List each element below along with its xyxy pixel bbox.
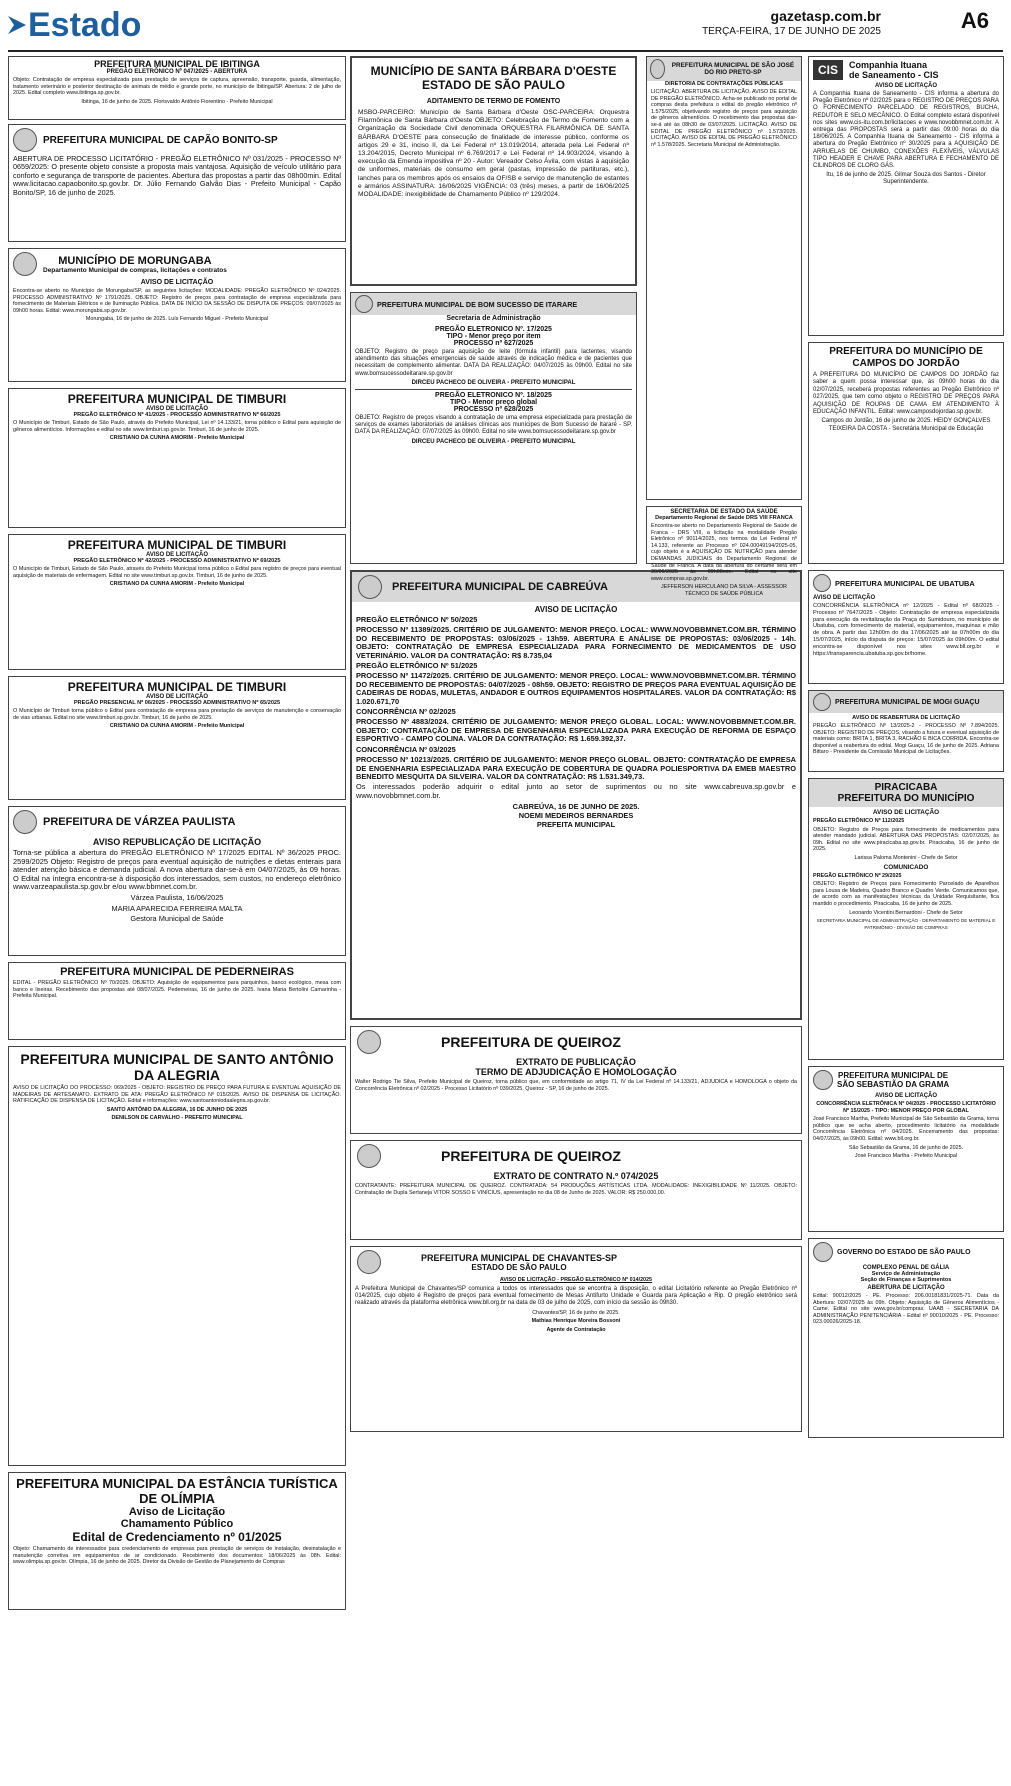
notice-title: PREFEITURA MUNICIPAL DE SANTO ANTÔNIO DA ALEGRIA (20, 1051, 334, 1083)
divider (355, 389, 632, 390)
notice-date: Várzea Paulista, 16/06/2025 (130, 892, 224, 902)
notice-title: PREFEITURA MUNICIPAL DE CAPÃO BONITO-SP (43, 134, 278, 146)
notice-subtitle: ADITAMENTO DE TERMO DE FOMENTO (426, 98, 561, 105)
notice-footer-text: Os interessados poderão adquirir o edital junto ao setor de suprimentos ou no site www.cabreuva.sp.gov.br e www.novobbmnet.com.br. (356, 782, 796, 800)
notice-subtitle: AVISO DE LICITAÇÃO (145, 552, 209, 558)
concorrencia-03-title: CONCORRÊNCIA Nº 03/2025 (356, 744, 456, 754)
notice-body: A PREFEITURA DO MUNICÍPIO DE CAMPOS DO JORDÃO faz saber a quem possa interessar que, às 09h00 horas do dia 02/07/2025, receberá propostas referentes ao Pregão Eletrônico nº 027/2025, que tem como objeto o REGISTRO DE PREÇOS PARA AQUISIÇÃO DE ROUPAS DE CAMA EM ATENDIMENTO À EDUCAÇÃO INFANTIL. Edital: www.camposdojordao.sp.gov.br. (813, 372, 999, 416)
notice-label: AVISO DE REABERTURA DE LICITAÇÃO (852, 715, 960, 721)
notice-title: PREFEITURA MUNICIPAL DE (838, 1071, 949, 1080)
notice-subtitle: AVISO DE LICITAÇÃO (534, 605, 618, 614)
notice-body: AVISO DE LICITAÇÃO DO PROCESSO: 069/2025 - OBJETO: REGISTRO DE PREÇO PARA FUTURA E EVENTUAL AQUISIÇÃO DE MADEIRAS DE ARTESANATO. EXTRATO DE ATA: PREGÃO ELETRÔNICO Nº 015/2025. AVISO DE DISPENSA DE LICITAÇÃO. RATIFICAÇÃO DE DISPENSA DE LICITAÇÃO. Edital e informações: www.santoantoniodaalegria.sp.gov.br. (13, 1085, 341, 1105)
notice-signature: DENILSON DE CARVALHO - PREFEITO MUNICIPAL (111, 1115, 243, 1122)
concorrencia-03-body: PROCESSO Nº 10213/2025. CRITÉRIO DE JULGAMENTO: MENOR PREÇO GLOBAL. OBJETO: CONTRATAÇÃO DE EMPRESA DE ENGENHARIA ESPECIALIZADA PARA EXECUÇÃO DE COBERTURA DE QUADRA POLIESPORTIVA DA EMEB MAESTRO BENEDITO MESQUITA DA SILVEIRA. VALOR DA CONTRATAÇÃO: R$ 1.531.349,73. (356, 755, 796, 781)
notice-cis-itu (808, 56, 1004, 336)
coat-of-arms-icon (650, 59, 665, 79)
notice-subtitle: AVISO DE LICITAÇÃO (145, 694, 209, 700)
notice-timburi-2 (8, 534, 346, 670)
notice-capao-bonito (8, 124, 346, 242)
notice-label: AVISO DE LICITAÇÃO (874, 1093, 938, 1099)
notice-signature-name: Mathias Henrique Moreira Bossoni (531, 1318, 621, 1325)
coat-of-arms-icon (13, 252, 37, 276)
coat-of-arms-icon (357, 1030, 381, 1054)
notice-signature: Ibitinga, 16 de junho de 2025. Florisvaldo Antônio Fiorentino - Prefeito Municipal (81, 98, 273, 105)
notice-body: A Prefeitura Municipal de Chavantes/SP comunica a todos os interessados que se encontra à disposição, o edital Licitatório referente ao Pregão Eletrônico nº 014/2025, cujo objeto é Registro de preços para eventual fornecimento de Mesas Antifurto Unidade e Guarda para Aplicação e Rip. O pregão eletrônico será realizado através da plataforma eletrônica www.bll.org.br na data de 03 de julho de 2025, com início da sessão às 09h30. (355, 1285, 797, 1307)
arrow-icon (6, 14, 28, 36)
notice-body: Encontra-se aberto no Município de Morungaba/SP, as seguintes licitações: MODALIDADE: PREGÃO ELETRÔNICO Nº 024/2025. PROCESSO ADMINISTRATIVO Nº 1791/2025. OBJETO: Registro de preços para contratação de empresa especializada para fornecimento de Materiais Elétricos e de Iluminação Pública. DATA DE INÍCIO DA SESSÃO DE DISPUTA DE PREÇOS: 09/07/2025 às 09h00 horas. Edital: www.morungaba.sp.gov.br. (13, 288, 341, 314)
notice-morungaba (8, 248, 346, 382)
notice-body: Encontra-se aberto no Departamento Regional de Saúde de Franca - DRS VIII, a licitação na modalidade Pregão Eletrônico nº 90114/2025, nos termos da Lei Federal nº 14.133, referente ao Processo nº 024.00049194/2025-05, cujo objeto é a AQUISIÇÃO DE NUTRIÇÃO para atender DEMANDAS JUDICIAIS do Departamento Regional de Saúde de Franca. A data da abertura do certame será em 30/06/2025 às 09h00min. Edital no site www.compras.sp.gov.br. (651, 523, 797, 582)
notice-title-2: ESTADO DE SÃO PAULO (422, 78, 565, 92)
header-divider (8, 50, 1003, 52)
notice-body: MSBO-PARCEIRO: Município de Santa Bárbara d'Oeste OSC-PARCEIRA: Orquestra Filarmônica de Santa Bárbara d'Oeste OBJETO: Celebração de Termo de Fomento com a Organização da Sociedade Civil denominada ORQUESTRA FILARMÔNICA DE SANTA BÁRBARA D'OESTE para consecução de finalidade de interesse público, conforme os artigos 29 e 31, inciso II, da Lei Federal nº 13.019/2014, alterada pela Lei Federal nº 13.204/2015, Decreto Municipal nº 6.769/2017 e Lei Federal nº 14.903/2024, visando à execução da Emenda impositiva nº 20 - Autor: Vereador Celso Ávila, com vistas à aquisição de uniformes, materiais de consumo em geral (pastas, impressão de partituras, etc.), lanches para os membros após os ensaios da OF/SB e serviço de manutenção de estantes e armários ASSINATURA: 16/06/2025 VIGÊNCIA: 03 (três) meses, a partir de 16/06/2025 MODALIDADE: inexigibilidade de Chamamento Público nº 129/2024. (358, 109, 629, 199)
pregao-18-process: PROCESSO nº 628/2025 (453, 406, 534, 414)
notice-title: PREFEITURA MUNICIPAL DE SÃO JOSÉ DO RIO PRETO-SP (671, 62, 795, 76)
notice-body: A Companhia Ituana de Saneamento - CIS informa a abertura do Pregão Eletrônico nº 02/2025 para o REGISTRO DE PREÇOS PARA O FORNECIMENTO PARCELADO DE REGISTROS, BUCHA, REDUTOR E SELO MECÂNICO. O Edital completo estará disponível nos sites www.cis-itu.com.br/licitacoes e www.novobbmnet.com.br. A entrega das PROPOSTAS será a partir das 09:00 horas do dia 18/06/2025. A Companhia Ituana de Saneamento - CIS informa a abertura do Pregão Eletrônico nº 30/2025 para a AQUISIÇÃO DE ARRUELAS DE CHUMBO, CONEXÕES FLEXÍVEIS, VÁLVULAS TIPO HEADER E CHAVE PARA ABERTURA E FECHAMENTO DE CILINDROS DE CLORO GÁS. (813, 91, 999, 170)
pregao-17-signature: DIRCEU PACHECO DE OLIVEIRA - PREFEITO MUNICIPAL (411, 379, 576, 386)
cis-logo: CIS (813, 60, 843, 80)
notice-body: ABERTURA DE PROCESSO LICITATÓRIO - PREGÃO ELETRÔNICO Nº 031/2025 - PROCESSO Nº 0659/2025: O presente objeto consiste a proposta mais vantajosa. Aquisição de veículo utilitário para conforto e segurança de transporte de pacientes. Abertura das propostas a partir das 08h00min. Edital www.licitacao.capaobonito.sp.gov.br. Dr. Júlio Fernando Galvão Dias - Prefeito Municipal - Capão Bonito/SP, 16 de junho de 2025. (13, 154, 341, 197)
notice-title: PREFEITURA MUNICIPAL DE TIMBURI (67, 538, 287, 552)
page-number: A6 (960, 8, 989, 33)
pregao-29-title: PREGÃO ELETRÔNICO Nº 29/2025 (813, 872, 902, 879)
notice-subtitle-3: Edital de Credenciamento nº 01/2025 (72, 1530, 282, 1544)
pregao-112-signature: Larissa Paloma Montenini - Chefe de Setor (854, 854, 958, 861)
notice-title: Companhia Ituana (849, 60, 928, 70)
notice-title: MUNICÍPIO DE SANTA BÁRBARA D'OESTE (370, 64, 617, 78)
notice-title: MUNICÍPIO DE MORUNGABA (58, 254, 212, 267)
notice-title: PREFEITURA MUNICIPAL DE UBATUBA (835, 578, 975, 588)
notice-timburi-3 (8, 676, 346, 800)
notice-body: PREGÃO ELETRÔNICO Nº 13/2025-2 - PROCESSO Nº 7.894/2025. OBJETO: REGISTRO DE PREÇOS, visando a futura e eventual aquisição de materiais como: BRITA 1, BRITA 3, RACHÃO E BICA CORRIDA. Encontra-se disponível a reabertura do edital. Mogi Guaçu, 16 de junho de 2025. Adriana Bittaro - Presidente da Comissão Municipal de Licitações. (813, 723, 999, 756)
notice-subtitle-3: Seção de Finanças e Suprimentos (860, 1277, 952, 1283)
notice-title-2: de Saneamento - CIS (849, 70, 939, 80)
notice-signature: CRISTIANO DA CUNHA AMORIM - Prefeito Municipal (109, 435, 245, 442)
notice-subtitle-2: Serviço de Administração (871, 1271, 941, 1277)
notice-body: O Município de Timburi torna público o Edital para contratação de empresa para prestação de serviços de manutenção e conservação de vias urbanas. Edital no site www.timburi.sp.gov.br. Timburi, 16 de junho de 2025. (13, 708, 341, 721)
notice-ref: CONCORRÊNCIA ELETRÔNICA Nº 04/2025 - PROCESSO LICITATÓRIO Nº 15/2025 - TIPO: MENOR PREÇO POR GLOBAL (816, 1101, 996, 1114)
notice-signature-date: São Sebastião da Grama, 16 de junho de 2025. (848, 1144, 964, 1151)
notice-ibitinga (8, 56, 346, 120)
notice-body: Edital: 90012/2025 - PE. Processo: 206.00181831/2025-71. Data da Abertura: 02/07/2025 às 09h. Objeto: Aquisição de Gêneros Alimentícios - Carne. Edital no site www.gov.br/compras. UAAB - SECRETARIA DA ADMINISTRAÇÃO PENITENCIÁRIA - Edital nº 90010/2025 - PE. Processo: 023.00026/2025-18. (813, 1293, 999, 1326)
notice-subtitle: DIRETORIA DE CONTRATAÇÕES PÚBLICAS (665, 81, 783, 87)
notice-signature: Itu, 16 de junho de 2025. Gilmar Souza dos Santos - Diretor Superintendente. (826, 172, 986, 186)
notice-subtitle: EXTRATO DE CONTRATO N.º 074/2025 (493, 1171, 659, 1181)
section-title: Estado (28, 6, 142, 44)
notice-subtitle: Departamento Regional de Saúde DRS VIII FRANCA (655, 515, 793, 521)
issue-date: TERÇA-FEIRA, 17 DE JUNHO DE 2025 (702, 26, 881, 37)
notice-footer: SECRETARIA MUNICIPAL DE ADMINISTRAÇÃO - DEPARTAMENTO DE MATERIAL E PATRIMÔNIO - DIVISÃO DE COMPRAS (816, 918, 996, 930)
notice-cabreuva (350, 570, 802, 1020)
notice-title: SECRETARIA DE ESTADO DA SAÚDE (670, 509, 778, 515)
coat-of-arms-icon (813, 1242, 833, 1262)
pregao-18-type: TIPO - Menor preço global (449, 399, 538, 407)
concorrencia-02-body: PROCESSO Nº 4883/2024. CRITÉRIO DE JULGAMENTO: MENOR PREÇO GLOBAL. LOCAL: WWW.NOVOBBMNET.COM.BR. OBJETO: CONTRATAÇÃO DE EMPRESA DE ENGENHARIA ESPECIALIZADA PARA EXECUÇÃO DE REFORMA DE ESPAÇO ESPORTIVO - CAMPO COLINA. VALOR DA CONTRATAÇÃO: R$ 1.659.392,37. (356, 717, 796, 744)
coat-of-arms-icon (357, 1250, 381, 1274)
notice-santo-antonio-da-alegria (8, 1046, 346, 1466)
notice-ubatuba-content (808, 570, 1004, 684)
notice-subtitle: Secretaria de Administração (446, 315, 541, 322)
pregao-18-title: PREGÃO ELETRONICO Nº. 18/2025 (435, 392, 552, 400)
notice-subtitle-2: Chamamento Público (120, 1518, 234, 1530)
notice-queiroz-1 (350, 1026, 802, 1134)
notice-signature-role: Gestora Municipal de Saúde (130, 914, 224, 924)
concorrencia-02-title: CONCORRÊNCIA Nº 02/2025 (356, 707, 456, 717)
pregao-17-process: PROCESSO nº 627/2025 (453, 340, 534, 347)
notice-subtitle: ESTADO DE SÃO PAULO (471, 1262, 567, 1272)
notice-title: PREFEITURA DE QUEIROZ (441, 1034, 621, 1050)
notice-ref: PREGÃO ELETRÔNICO Nº 41/2025 - PROCESSO ADMINISTRATIVO Nº 66/2025 (73, 412, 281, 418)
notice-signature-date: CABREÚVA, 16 DE JUNHO DE 2025. (512, 802, 640, 812)
notice-title-2: SÃO SEBASTIÃO DA GRAMA (837, 1080, 950, 1089)
notice-title: PREFEITURA MUNICIPAL DE TIMBURI (67, 680, 287, 694)
notice-subtitle: Departamento Municipal de compras, licitações e contratos (43, 266, 227, 274)
pregao-18-body: OBJETO: Registro de preços visando a contratação de uma empresa especializada para prestação de serviços de exames laboratoriais de análises clínicas aos munícipes de Bom Sucesso de Itararé - SP. DATA DA REALIZAÇÃO: 07/07/2025 às 09h00. Edital no site www.bomsucessodeitarare.sp.gov.br (355, 415, 632, 436)
notice-subtitle-1: Aviso de Licitação (128, 1506, 226, 1518)
notice-title: PREFEITURA DO MUNICÍPIO DE CAMPOS DO JORDÃO (829, 346, 983, 369)
notice-body: O Município de Timburi, Estado de São Paulo, através do Prefeito Municipal, Lei nº 14.133/21, torna público o Edital para aquisição de gêneros alimentícios. Informações e edital no site www.timburi.sp.gov.br. Timburi, 16 de junho de 2025. (13, 420, 341, 433)
notice-ref: PREGÃO PRESENCIAL Nº 06/2025 - PROCESSO ADMINISTRATIVO Nº 65/2025 (73, 700, 281, 706)
notice-title: PREFEITURA MUNICIPAL DE PEDERNEIRAS (60, 966, 294, 978)
coat-of-arms-icon (13, 810, 37, 834)
notice-signature: Campos do Jordão, 16 de junho de 2025. HEIDY GONÇALVES TEIXEIRA DA COSTA - Secretária Municipal de Educação (821, 418, 991, 432)
coat-of-arms-icon (357, 1144, 381, 1168)
notice-label: ABERTURA DE LICITAÇÃO (867, 1285, 945, 1291)
notice-title: PREFEITURA MUNICIPAL DE MOGI GUAÇU (835, 698, 980, 706)
notice-signature-date: Chavantes/SP, 16 de junho de 2025. (532, 1309, 620, 1316)
notice-label: AVISO DE LICITAÇÃO (872, 809, 940, 816)
coat-of-arms-icon (813, 574, 831, 592)
notice-label: AVISO DE LICITAÇÃO (140, 279, 214, 286)
notice-body: CONCORRÊNCIA ELETRÔNICA nº 12/2025 - Edital nº 68/2025 - Processo nº 7647/2025 - Objeto: Contratação de empresa especializada para execução da revitalização da Praça do Sumidouro, no município de Ubatuba, com fornecimento de material, equipamentos, maquinas e mão de obra. A partir das 12h00m do dia 17/06/2025 até às 07h00m do dia 15/07/2025, início da disputa de preços: 15/07/2025 às 09h00m. O edital encontra-se disponível nos sites www.bll.org.br e https://transparencia.ubatuba.sp.gov.br/home. (813, 603, 999, 657)
notice-signature: CRISTIANO DA CUNHA AMORIM - Prefeito Municipal (109, 723, 245, 730)
notice-title: PREFEITURA MUNICIPAL DE BOM SUCESSO DE ITARARE (377, 299, 578, 309)
coat-of-arms-icon (813, 693, 831, 711)
notice-body: Objeto: Chamamento de interessados para credenciamento de empresas para prestação de serviços de instalação, desinstalação e manutenção corretiva em equipamentos de ar condicionado. Recebimento dos documentos: 18/06/2025 às 08h. Edital: www.olimpia.sp.gov.br. Olímpia, 16 de junho de 2025. Diretor da Divisão de Gestão de Planejamento de Compras (13, 1546, 341, 1566)
notice-title: PREFEITURA MUNICIPAL DE CHAVANTES-SP (421, 1252, 618, 1263)
notice-label: AVISO DE LICITAÇÃO (813, 595, 876, 601)
notice-bom-sucesso (350, 292, 637, 564)
pregao-51-body: PROCESSO Nº 11472/2025. CRITÉRIO DE JULGAMENTO: MENOR PREÇO. LOCAL: WWW.NOVOBBMNET.COM.BR. TÉRMINO DO RECEBIMENTO DE PROPOSTAS: 04/07/2025 - 08h59. OBJETO: REGISTRO DE PREÇOS PARA EVENTUAL AQUISIÇÃO DE CADEIRAS DE RODAS, MULETAS, ANDADOR E OUTROS EQUIPAMENTOS HOSPITALARES. VALOR DA CONTRATAÇÃO: R$ 1.020.671,70 (356, 671, 796, 706)
notice-subtitle-2: TERMO DE ADJUDICAÇÃO E HOMOLOGAÇÃO (475, 1067, 677, 1077)
pregao-112-title: PREGÃO ELETRÔNICO Nº 112/2025 (813, 818, 905, 824)
notice-mogi-guacu (808, 690, 1004, 772)
notice-subtitle-1: COMPLEXO PENAL DE GÁLIA (862, 1265, 950, 1271)
notice-body: Torna-se pública a abertura do PREGÃO ELETRÔNICO Nº 17/2025 EDITAL Nº 36/2025 PROC. 2599/2025 Objeto: Registro de preços para eventual aquisição de nutrições e dietas enterais para atender atenção básica e demanda judicial. A nova abertura dar-se-á em 04/07/2025, às 09 horas. O Edital na íntegra encontra-se à disposição dos interessados, sem custos, no endereço eletrônico www.varzeapaulista.sp.gov.br e/ou www.bbmnet.com.br. (13, 848, 341, 892)
pregao-51-title: PREGÃO ELETRÔNICO Nº 51/2025 (356, 661, 478, 671)
notice-signature: CRISTIANO DA CUNHA AMORIM - Prefeito Municipal (109, 581, 245, 588)
page-header (0, 0, 1011, 52)
notice-body: CONTRATANTE: PREFEITURA MUNICIPAL DE QUEIROZ. CONTRATADA: 54 PRODUÇÕES ARTÍSTICAS LTDA. MODALIDADE: INEXIGIBILIDADE Nº 11/2025. OBJETO: Contratação de Dupla Sertaneja VITOR SOSSO E VINÍCIUS, apresentação no dia 08 de Junho de 2025. VALOR: R$ 250.000,00. (355, 1183, 797, 1196)
notice-timburi-1 (8, 388, 346, 528)
notice-subtitle: AVISO REPUBLICAÇÃO DE LICITAÇÃO (92, 837, 262, 847)
notice-signature: JEFFERSON HERCULANO DA SILVA - ASSESSOR TÉCNICO DE SAÚDE PÚBLICA (661, 584, 787, 597)
notice-body: Objeto: Contratação de empresa especializada para prestação de serviços de captura, apreensão, transporte, guarda, alimentação, tratamento veterinário e posterior destinação de animais de médio e grande porte, no município de Ibitinga/SP. Abertura: 2 de julho de 2025. Edital completo www.ibitinga.sp.gov.br. (13, 77, 341, 97)
notice-ref: PREGÃO ELETRÔNICO Nº 42/2025 - PROCESSO ADMINISTRATIVO Nº 69/2025 (73, 558, 281, 564)
pregao-29-signature: Leonardo Vicentini Bernardoni - Chefe de Setor (849, 909, 963, 916)
pregao-112-body: OBJETO: Registro de Preços para fornecimento de medicamentos para atender mandado judicial. ABERTURA DAS PROPOSTAS: 02/07/2025, às 09h. Edital no site www.piracicaba.sp.gov.br. Piracicaba, 16 de junho de 2025. (813, 826, 999, 853)
notice-queiroz-2 (350, 1140, 802, 1240)
notice-signature-role: Agente de Contratação (546, 1327, 606, 1333)
notice-sao-jose-do-rio-preto (646, 56, 802, 500)
notice-signature-date: SANTO ANTÔNIO DA ALEGRIA, 16 DE JUNHO DE 2025 (106, 1106, 248, 1113)
pregao-17-type: TIPO - Menor preço por item (446, 333, 541, 340)
site-url[interactable]: gazetasp.com.br (770, 8, 881, 24)
pregao-17-title: PREGÃO ELETRONICO Nº. 17/2025 (435, 326, 552, 333)
notice-subtitle-1: EXTRATO DE PUBLICAÇÃO (516, 1057, 636, 1067)
notice-chavantes (350, 1246, 802, 1432)
pregao-50-body: PROCESSO Nº 11389/2025. CRITÉRIO DE JULGAMENTO: MENOR PREÇO. LOCAL: WWW.NOVOBBMNET.COM.BR. TÉRMINO DO RECEBIMENTO DE PROPOSTAS: 03/06/2025 - 13h59. ABERTURA E ANÁLISE DE PROPOSTAS: 03/06/2025 - 14h. OBJETO: CONTRATAÇÃO DE EMPRESA ESPECIALIZADA PARA FORNECIMENTO DE MEDICAMENTOS DE USO VETERINÁRIO. VALOR DA CONTRATAÇÃO: R$ 8.735,04 (356, 625, 796, 660)
notice-signature-name: MARIA APARECIDA FERREIRA MALTA (111, 903, 243, 913)
notice-signature-name: NOEMI MEDEIROS BERNARDES (518, 811, 634, 821)
coat-of-arms-icon (358, 575, 382, 599)
notice-body: EDITAL - PREGÃO ELETRÔNICO Nº 70/2025. OBJETO: Aquisição de equipamentos para parquinhos, banco ecológico, mesa com banco e lixeiras. Recebimento das propostas até 08/07/2025. Pederneiras, 16 de junho de 2025. Ivana Maria Bertolini Camarinha - Prefeita Municipal. (13, 980, 341, 1000)
notice-title: PREFEITURA MUNICIPAL DE IBITINGA (94, 59, 260, 69)
notice-signature-role: PREFEITA MUNICIPAL (536, 820, 616, 830)
notice-campos-do-jordao (808, 342, 1004, 564)
notice-subtitle: PREGÃO ELETRÔNICO Nº 047/2025 - ABERTURA (106, 69, 248, 75)
notice-title: GOVERNO DO ESTADO DE SÃO PAULO (837, 1248, 971, 1256)
notice-secretaria-saude (646, 506, 802, 597)
notice-title: PREFEITURA MUNICIPAL DE CABREÚVA (392, 581, 608, 593)
pregao-18-signature: DIRCEU PACHECO DE OLIVEIRA - PREFEITO MUNICIPAL (411, 438, 576, 445)
notice-signature: Morungaba, 16 de junho de 2025. Luís Fernando Miguel - Prefeito Municipal (85, 316, 269, 323)
coat-of-arms-icon (13, 128, 37, 152)
notice-signature: José Francisco Martha - Prefeito Municipal (854, 1153, 958, 1160)
notice-piracicaba (808, 778, 1004, 1060)
notice-title: PREFEITURA MUNICIPAL DE TIMBURI (67, 392, 287, 406)
notice-title-2: PREFEITURA DO MUNICÍPIO (837, 793, 975, 804)
notice-sao-sebastiao-da-grama (808, 1066, 1004, 1232)
pregao-17-body: OBJETO: Registro de preço para aquisição de leite (fórmula infantil) para lactentes, visando atendimento das situações emergenciais de saúde através de indicação médica e de pacientes que necessitam de complemento alimentar. DATA DA REALIZAÇÃO: 04/07/2025 às 09h00. Edital no site www.bomsucessodeitarare.sp.gov.br (355, 349, 632, 377)
notice-santa-barbara (350, 56, 637, 286)
coat-of-arms-icon (813, 1070, 833, 1090)
notice-olimpia (8, 1472, 346, 1610)
notice-title: PIRACICABA (874, 782, 938, 793)
pregao-50-title: PREGÃO ELETRÔNICO Nº 50/2025 (356, 615, 478, 624)
notice-body: O Município de Timburi, Estado de São Paulo, através do Prefeito Municipal torna público o Edital para registro de preços para eventual aquisição de materiais de enfermagem. Edital no site www.timburi.sp.gov.br. Timburi, 16 de junho de 2025. (13, 566, 341, 579)
notice-galia (808, 1238, 1004, 1438)
notice-title: PREFEITURA MUNICIPAL DA ESTÂNCIA TURÍSTICA DE OLÍMPIA (16, 1476, 338, 1506)
notice-body: José Francisco Martha, Prefeito Municipal de São Sebastião da Grama, torna público que se acha aberto, procedimento licitatório na modalidade Concorrência Eletrônica nº 04/2025. Encerramento das propostas: 04/07/2025, às 09h00. Edital: www.bll.org.br. (813, 1116, 999, 1142)
notice-body: LICITAÇÃO. ABERTURA DE LICITAÇÃO. AVISO DE EDITAL DE PREGÃO ELETRÔNICO. Acha-se publicado no portal de compras desta prefeitura o edital do pregão eletrônico nº 1.575/2025, objetivando registro de preços para aquisição de gêneros alimentícios. O recebimento das propostas dar-se-á até às 08h30 de 03/07/2025. LICITAÇÃO. AVISO DE EDITAL DE PREGÃO ELETRÔNICO nº 1.573/2025. LICITAÇÃO. AVISO DE EDITAL DE PREGÃO ELETRÔNICO nº 1.578/2025. Secretaria Municipal de Administração. (651, 89, 797, 148)
notice-label: AVISO DE LICITAÇÃO (874, 83, 938, 89)
notice-subtitle: AVISO DE LICITAÇÃO (145, 406, 209, 412)
notice-title: PREFEITURA DE VÁRZEA PAULISTA (43, 816, 236, 828)
notice-pederneiras (8, 962, 346, 1040)
notice-body: Walter Rodrigo Tie Silva, Prefeito Municipal de Queiroz, torna público que, em conformidade ao artigo 71, IV da Lei Federal nº 14.133/21, ADJUDICA e HOMOLOGA o objeto da Concorrência Eletrônica nº 02/2025 - Processo Licitatório nº 039/2025. Queiroz - SP, 16 de junho de 2025. (355, 1079, 797, 1092)
notice-label: AVISO DE LICITAÇÃO - PREGÃO ELETRÔNICO Nº 014/2025 (499, 1277, 653, 1283)
comunicado-label: COMUNICADO (883, 863, 929, 871)
notice-varzea-paulista (8, 806, 346, 956)
notice-title: PREFEITURA DE QUEIROZ (441, 1148, 621, 1164)
coat-of-arms-icon (355, 295, 373, 313)
pregao-29-body: OBJETO: Registro de Preços para Fornecimento Parcelado de Aparelhos para Lousa de Madeira, Quadro Branco e Quadro Verde. Comunicamos que, de acordo com as manifestações técnicas da Unidade Requisitante, fica mantido o procedimento. Piracicaba, 16 de junho de 2025. (813, 881, 999, 907)
